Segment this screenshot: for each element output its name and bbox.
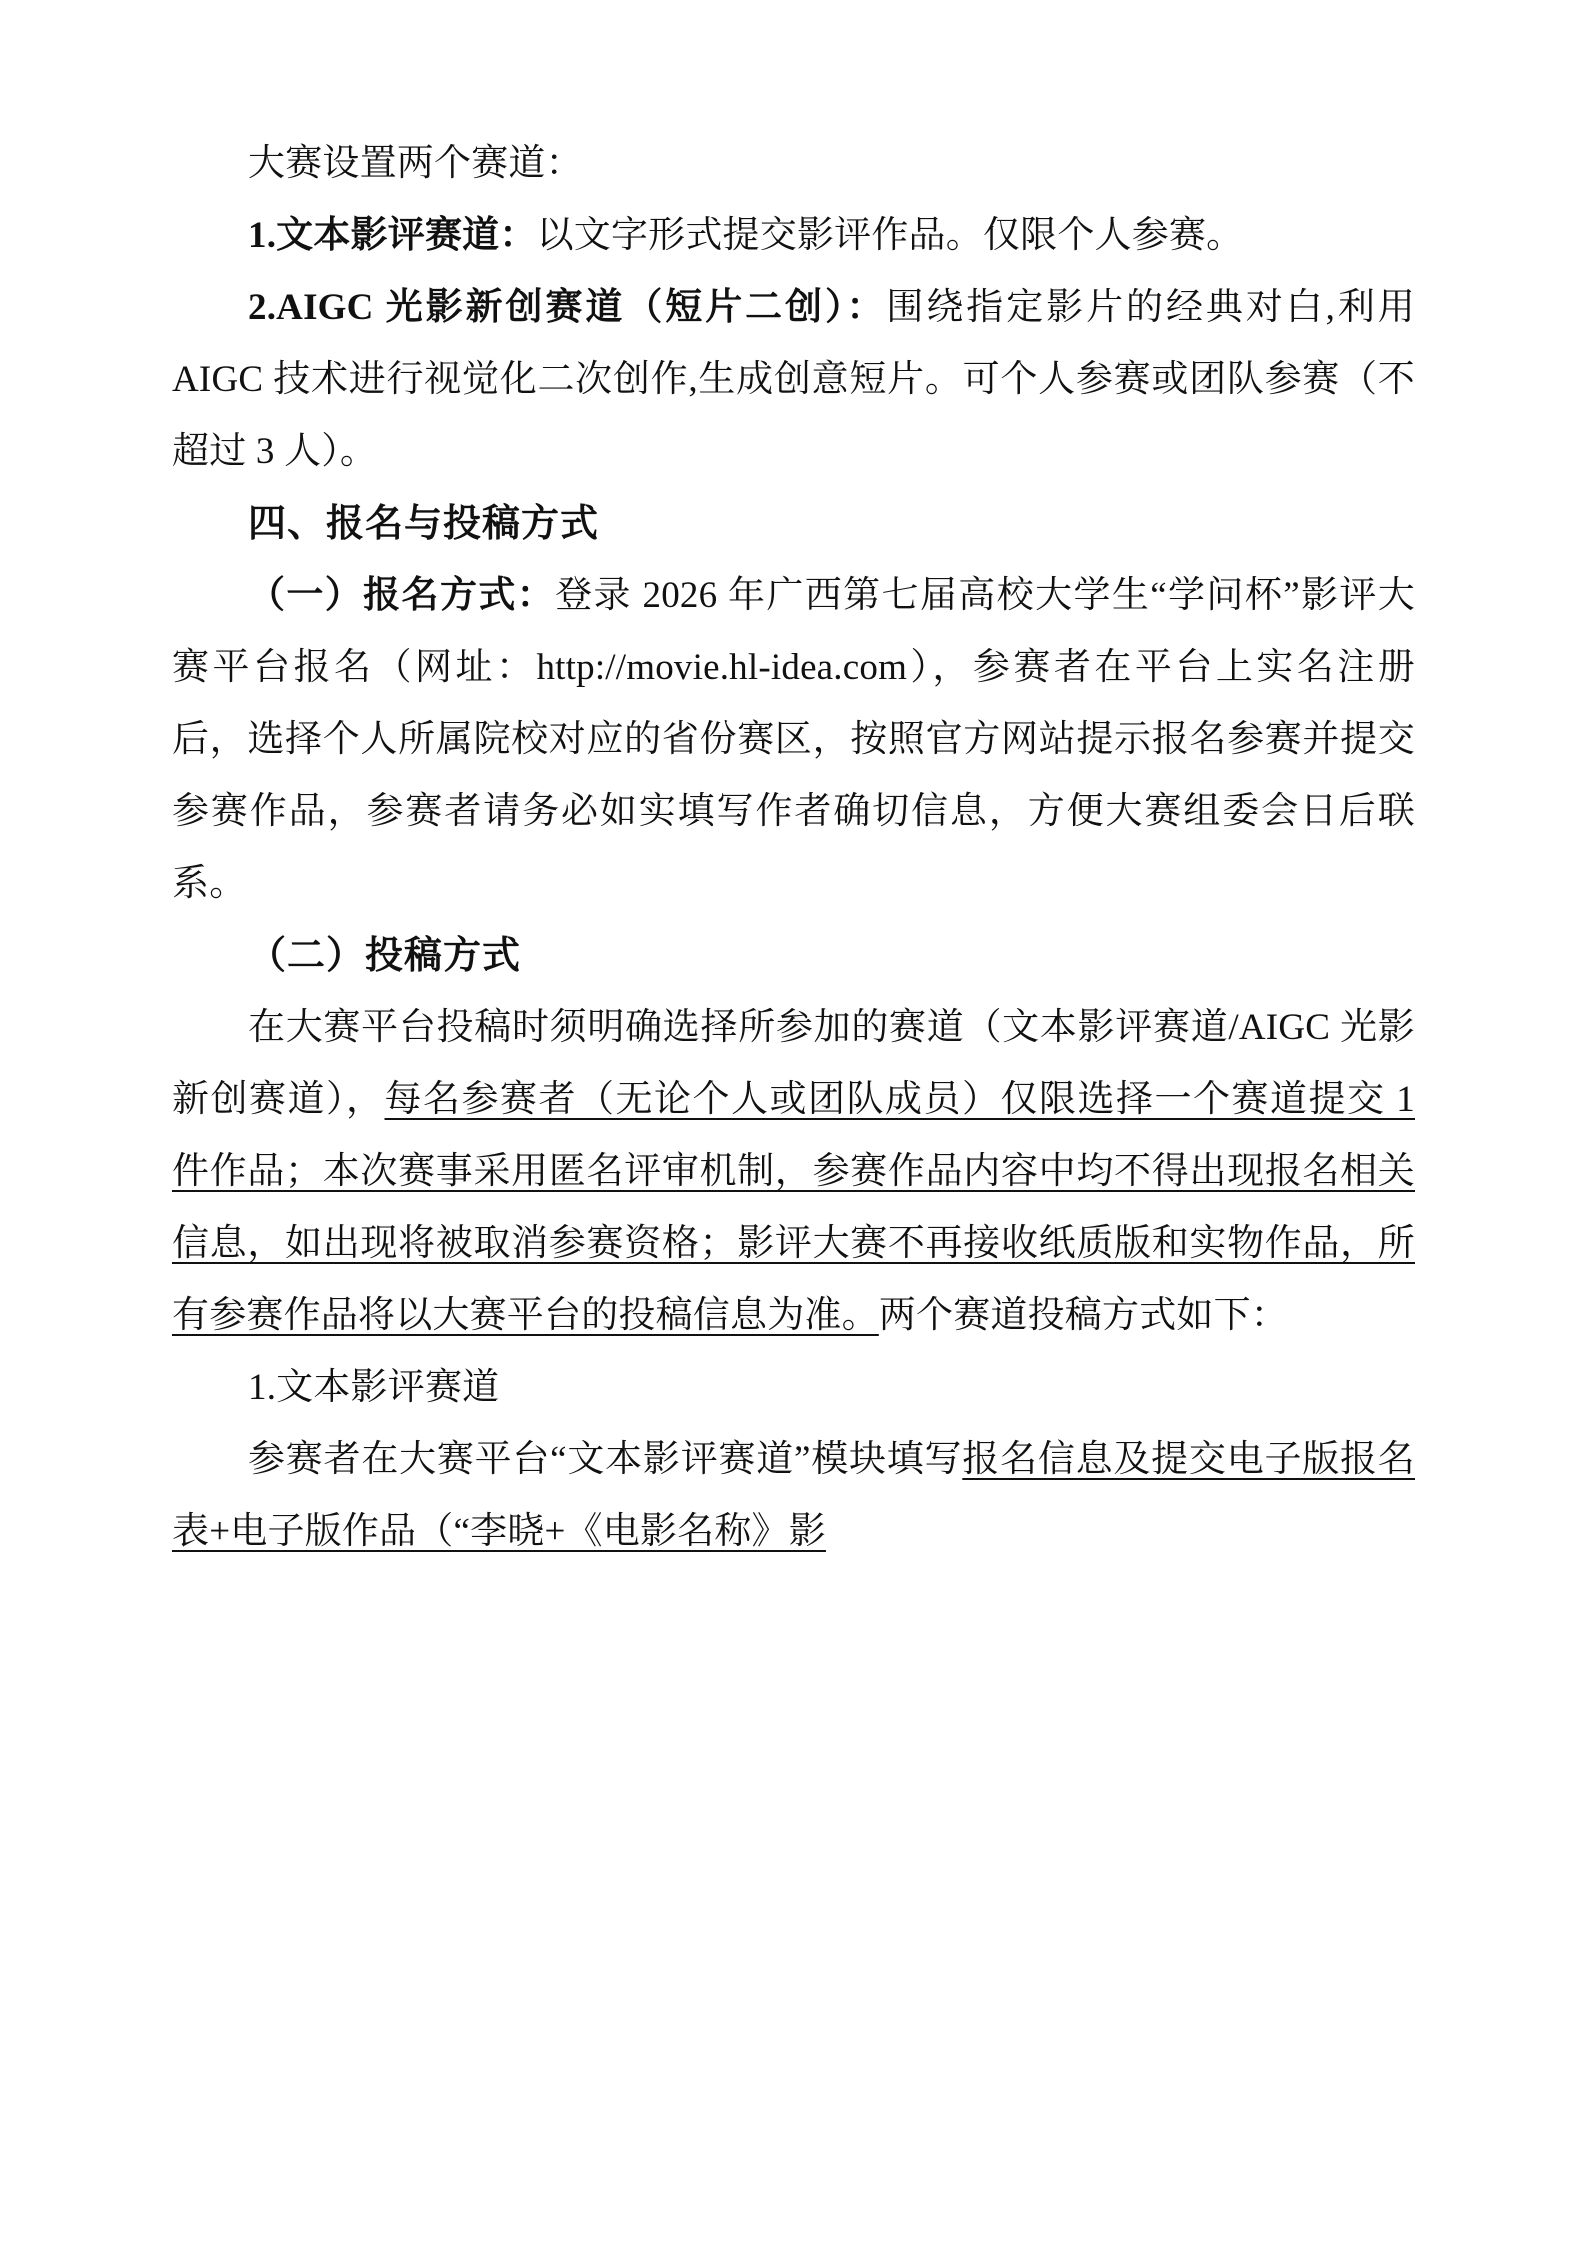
paragraph-submission-rules	[172, 992, 1415, 1352]
signup-text-part-two: ，参赛者在平台上实名注册后，选择个人所属院校对应的省份赛区，按照官方网站提示报名参赛并提交参赛作品，参赛者请务必如实填写作者确切信息，方便大赛组委会日后联系。	[172, 647, 1415, 904]
track-one-label: 1.文本影评赛道：	[248, 215, 537, 256]
paragraph-track-one-detail	[172, 1424, 1415, 1568]
track-two-label: 2.AIGC 光影新创赛道（短片二创）：	[248, 287, 887, 328]
paragraph-two-tracks: 大赛设置两个赛道：	[248, 143, 583, 184]
paragraph-track-one-title: 1.文本影评赛道	[248, 1367, 500, 1408]
paragraph-signup-method	[172, 560, 1415, 920]
heading-section-four: 四、报名与投稿方式	[248, 503, 600, 545]
signup-label: （一）报名方式：	[248, 575, 556, 616]
track-one-text: 以文字形式提交影评作品。仅限个人参赛。	[536, 215, 1244, 256]
submission-underlined-text: 每名参赛者（无论个人或团队成员）仅限选择一个赛道提交 1 件作品；本次赛事采用匿名评审机制，参赛作品内容中均不得出现报名相关信息，如出现将被取消参赛资格；影评大赛不再接收纸质版和实物作品，所有参赛作品将以大赛平台的投稿信息为准。	[172, 1079, 1415, 1336]
contest-platform-url: http://movie.hl-idea.com）	[536, 647, 933, 688]
signup-text-part-one: 登录 2026 年广西第七届高校大学生“学问杯”影评大赛平台报名（网址：	[172, 575, 1415, 688]
track-one-detail-lead: 参赛者在大赛平台“文本影评赛道”模块填写	[248, 1439, 963, 1480]
paragraph-track-text-review	[172, 200, 1415, 272]
heading-submission-method: （二）投稿方式	[248, 935, 522, 977]
track-one-detail-underlined: 报名信息及提交电子版报名表+电子版作品（“李晓+《电影名称》影	[172, 1439, 1415, 1552]
submission-tail-text: 两个赛道投稿方式如下：	[878, 1295, 1289, 1336]
track-two-text: 围绕指定影片的经典对白,利用 AIGC 技术进行视觉化二次创作,生成创意短片。可个人参赛或团队参赛（不超过 3 人）。	[172, 287, 1415, 472]
paragraph-track-aigc	[172, 272, 1415, 488]
document-body	[172, 128, 1415, 1568]
submission-lead-text: 在大赛平台投稿时须明确选择所参加的赛道（文本影评赛道/AIGC 光影新创赛道），	[172, 1007, 1415, 1120]
